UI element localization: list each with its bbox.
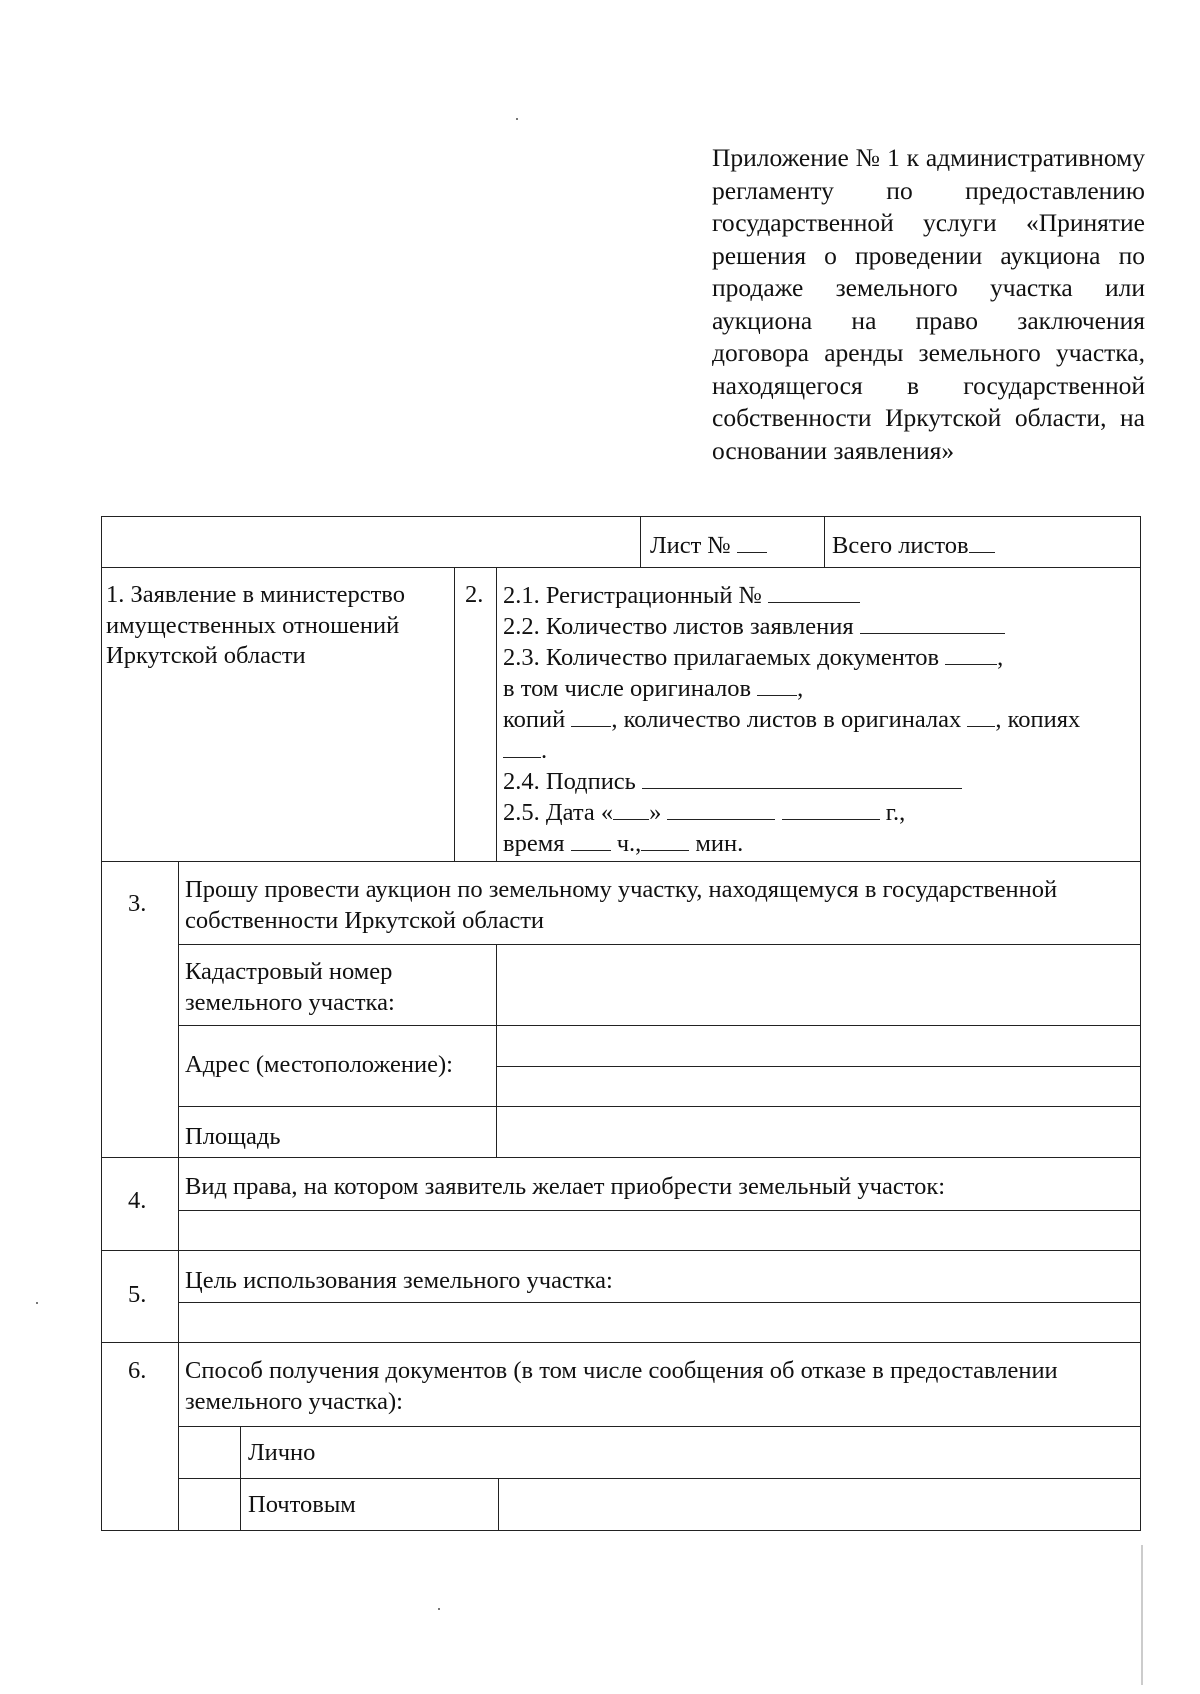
address-input-line-1[interactable]	[498, 1027, 1139, 1065]
section-6-number: 6.	[128, 1357, 147, 1384]
date-field[interactable]: 2.5. Дата « » г.,	[503, 799, 906, 826]
area-label: Площадь	[185, 1123, 281, 1150]
area-input[interactable]	[498, 1108, 1139, 1156]
document-receipt-method-label: Способ получения документов (в том числе сообщения об отказе в предоставлении земельного участка):	[185, 1357, 1058, 1415]
copies-sheets-field[interactable]: .	[503, 735, 547, 767]
originals-field[interactable]: в том числе оригиналов ,	[503, 675, 804, 702]
total-sheets-field[interactable]	[832, 530, 995, 562]
post-option-checkbox[interactable]	[180, 1480, 239, 1529]
scan-speck	[36, 1302, 38, 1304]
copies-field[interactable]: копий , количество листов в оригиналах , копиях	[503, 706, 1081, 733]
cadastral-number-label: Кадастровый номер земельного участка:	[185, 958, 395, 1016]
total-sheets-label: Всего листов	[832, 532, 969, 559]
address-label: Адрес (местоположение):	[185, 1051, 453, 1078]
address-input-line-2[interactable]	[498, 1068, 1139, 1105]
section-3-number: 3.	[128, 890, 147, 917]
sheet-number-field[interactable]	[650, 530, 767, 562]
attached-documents-field[interactable]: 2.3. Количество прилагаемых документов ,	[503, 644, 1004, 671]
time-field[interactable]: время ч., мин.	[503, 830, 744, 857]
land-use-purpose-label: Цель использования земельного участка:	[185, 1267, 613, 1294]
scan-edge-artifact	[1141, 1545, 1143, 1685]
section-4-number: 4.	[128, 1187, 147, 1214]
post-option-label: Почтовым	[248, 1491, 356, 1518]
cadastral-number-input[interactable]	[498, 946, 1139, 1024]
sheet-number-label: Лист №	[650, 532, 731, 559]
personal-option-checkbox[interactable]	[180, 1428, 239, 1477]
postal-address-input[interactable]	[500, 1480, 1139, 1529]
scan-speck	[516, 118, 518, 120]
right-type-label: Вид права, на котором заявитель желает приобрести земельный участок:	[185, 1173, 946, 1200]
right-type-input[interactable]	[180, 1212, 1139, 1249]
registration-number-field[interactable]: 2.1. Регистрационный №	[503, 580, 860, 612]
scan-speck	[438, 1608, 440, 1610]
land-use-purpose-input[interactable]	[180, 1304, 1139, 1341]
application-sheets-field[interactable]: 2.2. Количество листов заявления	[503, 611, 1005, 643]
auction-request-text: Прошу провести аукцион по земельному участку, находящемуся в государственной собственности Иркутской области	[185, 876, 1058, 934]
annex-title: Приложение № 1 к административному регламенту по предоставлению государственной услуги «Принятие решения о проведении аукциона по продаже земельного участка или аукциона на право заключения договора аренды земельного участка, находящегося в государственной собственности Иркутской области, на основании заявления»	[712, 143, 1145, 465]
section-1-addressee: 1. Заявление в министерство имущественных отношений Иркутской области	[106, 581, 405, 669]
section-2-number: 2.	[465, 581, 484, 608]
personal-option-label: Лично	[248, 1439, 316, 1466]
section-5-number: 5.	[128, 1281, 147, 1308]
signature-field[interactable]: 2.4. Подпись	[503, 766, 962, 798]
